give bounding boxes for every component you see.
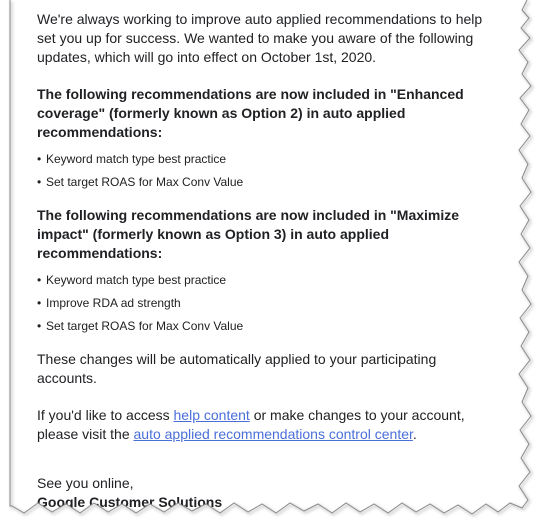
bullet-icon: •: [37, 152, 42, 166]
signoff-greeting: See you online,: [37, 475, 134, 491]
list-item-label: Set target ROAS for Max Conv Value: [46, 319, 244, 333]
list-item-label: Improve RDA ad strength: [46, 296, 181, 310]
access-suffix: .: [412, 426, 417, 442]
signoff-name: Google Customer Solutions: [37, 494, 223, 510]
help-content-link[interactable]: help content: [173, 407, 250, 423]
bullet-icon: •: [37, 319, 42, 333]
bullet-icon: •: [37, 273, 42, 287]
section-heading-enhanced-coverage: The following recommendations are now included in "Enhanced coverage" (formerly known as Option 2) in auto applied recommendations:: [37, 86, 464, 140]
intro-paragraph: We're always working to improve auto applied recommendations to help set you up for success. We wanted to make you aware of the following updates, which will go into effect on October 1st, 2020.: [37, 11, 483, 65]
bullet-icon: •: [37, 175, 42, 189]
access-prefix: If you'd like to access: [37, 407, 174, 423]
list-item-label: Keyword match type best practice: [46, 152, 227, 166]
control-center-link[interactable]: auto applied recommendations control center: [133, 426, 413, 442]
list-item-label: Set target ROAS for Max Conv Value: [46, 175, 244, 189]
changes-paragraph: These changes will be automatically applied to your participating accounts.: [37, 351, 437, 386]
bullet-icon: •: [37, 296, 42, 310]
section-heading-maximize-impact: The following recommendations are now included in "Maximize impact" (formerly known as Option 3) in auto applied recommendations:: [37, 207, 460, 261]
list-item-label: Keyword match type best practice: [46, 273, 227, 287]
access-middle: or make changes to your account, please visit the: [37, 407, 465, 442]
